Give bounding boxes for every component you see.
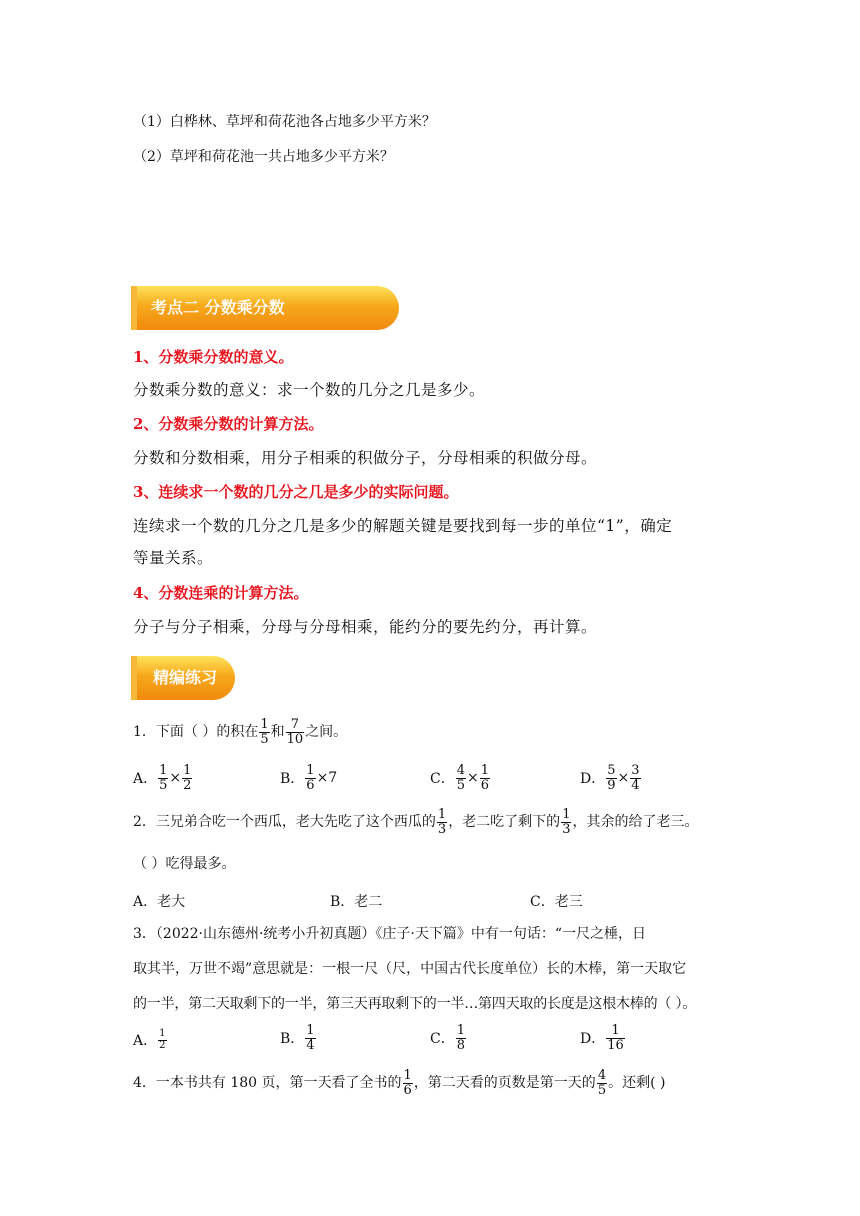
q3-stem-line1: 3．（2022·山东德州·统考小升初真题）《庄子·天下篇》中有一句话：“一尺之棰，日 <box>133 926 647 942</box>
kp1-heading: 1、分数乘分数的意义。 <box>133 348 294 366</box>
q2-stem: 2．三兄弟合吃一个西瓜，老大先吃了这个西瓜的 $\frac{1}{3}$ ，老二吃了剩下的 $\frac{1}{3}$ ，其余的给了老三。 <box>133 807 699 837</box>
q2-option-b[interactable]: B．老二 <box>330 894 383 910</box>
q3-option-d[interactable]: D． $\frac{1}{16}$ <box>580 1023 624 1053</box>
kp2-heading: 2、分数乘分数的计算方法。 <box>133 415 324 433</box>
kp4-heading: 4、分数连乘的计算方法。 <box>133 584 309 602</box>
q3-stem-line3: 的一半，第二天取剩下的一半，第三天再取剩下的一半…第四天取的长度是这根木棒的（ ）。 <box>133 996 697 1012</box>
kp2-body: 分数和分数相乘，用分子相乘的积做分子，分母相乘的积做分母。 <box>133 449 598 467</box>
q1-option-c[interactable]: C． $\frac{4}{5}$ × $\frac{1}{6}$ <box>430 763 490 793</box>
q4-stem: 4．一本书共有 180 页，第一天看了全书的 $\frac{1}{6}$ ，第二天看的页数是第一天的 $\frac{4}{5}$ 。还剩( ) <box>133 1068 666 1098</box>
q2-option-a[interactable]: A．老大 <box>133 894 186 910</box>
practice-banner-title: 精编练习 <box>153 668 218 687</box>
question-part-2: （2）草坪和荷花池一共占地多少平方米？ <box>133 149 394 165</box>
kp3-body-cont: 等量关系。 <box>133 549 214 567</box>
fraction: $\frac{7}{10}$ <box>286 717 304 747</box>
q3-option-a[interactable]: A． $\frac{1}{2}$ <box>133 1028 166 1051</box>
q1-option-b[interactable]: B． $\frac{1}{6}$ ×7 <box>280 763 338 793</box>
q3-option-c[interactable]: C． $\frac{1}{8}$ <box>430 1023 465 1053</box>
q1-option-d[interactable]: D． $\frac{5}{9}$ × $\frac{3}{4}$ <box>580 763 640 793</box>
question-part-1: （1）白桦林、草坪和荷花池各占地多少平方米？ <box>133 114 436 130</box>
kp4-body: 分子与分子相乘，分母与分母相乘，能约分的要先约分，再计算。 <box>133 618 598 636</box>
q2-stem-line2: （ ）吃得最多。 <box>133 856 236 872</box>
kp1-body: 分数乘分数的意义：求一个数的几分之几是多少。 <box>133 381 486 399</box>
section-banner-practice <box>131 656 235 700</box>
q1-option-a[interactable]: A． $\frac{1}{5}$ × $\frac{1}{2}$ <box>133 763 192 793</box>
kp3-heading: 3、连续求一个数的几分之几是多少的实际问题。 <box>133 483 459 501</box>
section-banner-kaodian2 <box>131 286 399 330</box>
q1-stem: 1．下面（ ）的积在 $\frac{1}{5}$ 和 $\frac{7}{10}$ 之间。 <box>133 717 348 747</box>
q3-stem-line2: 取其半，万世不竭”意思就是：一根一尺（尺，中国古代长度单位）长的木棒，第一天取它 <box>133 961 687 977</box>
q3-option-b[interactable]: B． $\frac{1}{4}$ <box>280 1023 315 1053</box>
q2-option-c[interactable]: C．老三 <box>530 894 583 910</box>
fraction: $\frac{1}{5}$ <box>260 717 269 747</box>
section-banner-title: 考点二 分数乘分数 <box>151 298 285 317</box>
kp3-body: 连续求一个数的几分之几是多少的解题关键是要找到每一步的单位“1”，确定 <box>133 517 673 535</box>
